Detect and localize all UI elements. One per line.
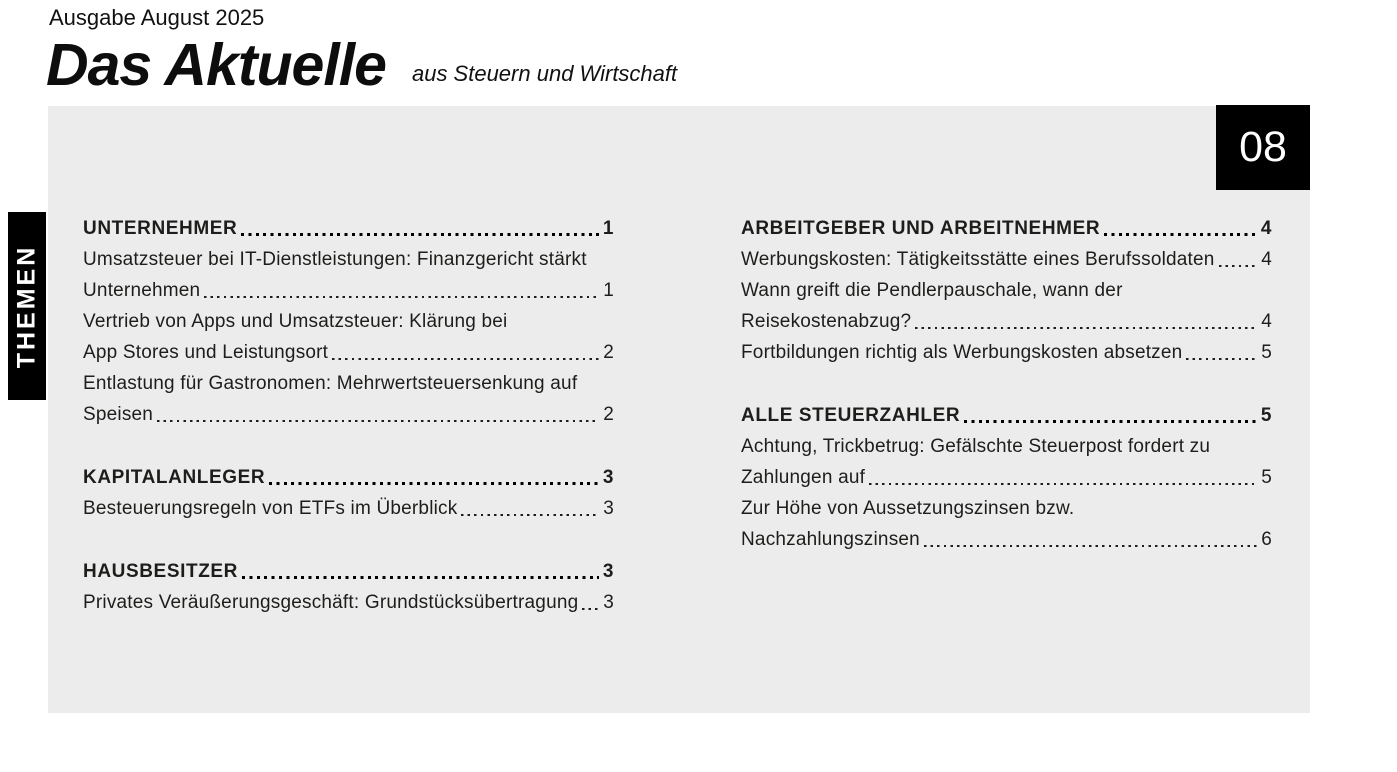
toc-page-number: 5 [1261,342,1272,363]
toc-text: HAUSBESITZER [83,561,238,582]
dot-leader [238,556,603,587]
toc-text: Zahlungen auf [741,467,866,488]
toc-section [741,213,1272,368]
toc-entry-last-line [83,587,614,618]
toc-entry-last-line [741,462,1272,493]
dot-leader [1100,213,1261,244]
toc-section-heading [83,213,614,244]
themen-tab [8,212,46,400]
toc-page-number: 6 [1261,529,1272,550]
toc-entry-line: Vertrieb von Apps und Umsatzsteuer: Klärung bei [83,311,508,332]
toc-text: KAPITALANLEGER [83,467,266,488]
dot-leader [237,213,602,244]
toc-text: ARBEITGEBER UND ARBEITNEHMER [741,218,1101,239]
dot-leader [920,524,1261,555]
toc-page-number: 1 [602,218,614,239]
toc-entry-line: Zur Höhe von Aussetzungszinsen bzw. [741,498,1075,519]
toc-section [83,556,614,618]
toc-entry-line: Achtung, Trickbetrug: Gefälschte Steuerpost fordert zu [741,436,1211,457]
toc-text: Besteuerungsregeln von ETFs im Überblick [83,498,458,519]
toc-entry [741,337,1272,368]
toc-entry-last-line [741,337,1272,368]
toc-entry [741,244,1272,275]
newsletter-title: Das Aktuelle [46,32,386,98]
toc-text: ALLE STEUERZAHLER [741,405,961,426]
toc-section-heading [83,462,614,493]
toc-entry-last-line [741,244,1272,275]
issue-date-line: Ausgabe August 2025 [49,5,265,30]
dot-leader [578,587,603,618]
dot-leader [153,399,603,430]
toc-page-number: 3 [603,592,614,613]
toc-panel [48,106,1310,713]
toc-section-heading [741,400,1272,431]
toc-entry [741,493,1272,555]
toc-text: Fortbildungen richtig als Werbungskosten absetzen [741,342,1183,363]
themen-tab-label: THEMEN [12,244,41,368]
toc-page-number: 5 [1261,467,1272,488]
toc-page-number: 3 [603,498,614,519]
toc-section [741,400,1272,555]
dot-leader [960,400,1261,431]
toc-entry-last-line [741,524,1272,555]
toc-section-heading [83,556,614,587]
toc-entry [83,306,614,368]
toc-column-1 [83,213,614,618]
toc-entry-last-line [741,306,1272,337]
toc-text: Speisen [83,404,154,425]
dot-leader [328,337,603,368]
toc-entry [741,275,1272,337]
toc-page-number: 2 [603,342,614,363]
toc-page-number: 3 [602,561,614,582]
newsletter-subtitle: aus Steuern und Wirtschaft [411,61,678,86]
toc-text: Unternehmen [83,280,201,301]
toc-text: App Stores und Leistungsort [83,342,329,363]
toc-entry-last-line [83,399,614,430]
toc-text: Reisekostenabzug? [741,311,912,332]
toc-entry-line: Umsatzsteuer bei IT-Dienstleistungen: Finanzgericht stärkt [83,249,587,270]
toc-entry-line: Entlastung für Gastronomen: Mehrwertsteuersenkung auf [83,373,578,394]
toc-columns [83,213,1272,618]
toc-page-number: 3 [602,467,614,488]
toc-text: Nachzahlungszinsen [741,529,920,550]
toc-page-number: 2 [603,404,614,425]
dot-leader [1182,337,1261,368]
toc-column-2 [741,213,1272,618]
toc-page-number: 4 [1261,249,1272,270]
toc-entry-last-line [83,275,614,306]
dot-leader [1215,244,1262,275]
toc-text: UNTERNEHMER [83,218,238,239]
toc-page-number: 4 [1260,218,1272,239]
issue-number-badge: 08 [1216,105,1310,190]
dot-leader [200,275,603,306]
toc-entry [83,493,614,524]
toc-page-number: 5 [1260,405,1272,426]
toc-entry [83,368,614,430]
toc-text: Werbungskosten: Tätigkeitsstätte eines Berufssoldaten [741,249,1215,270]
toc-entry-last-line [83,337,614,368]
toc-entry [741,431,1272,493]
toc-entry [83,244,614,306]
masthead [46,33,677,97]
dot-leader [911,306,1261,337]
toc-entry [83,587,614,618]
toc-text: Privates Veräußerungsgeschäft: Grundstücksübertragung [83,592,579,613]
toc-page-number: 1 [603,280,614,301]
dot-leader [457,493,603,524]
toc-page-number: 4 [1261,311,1272,332]
dot-leader [865,462,1261,493]
toc-section [83,213,614,430]
toc-entry-line: Wann greift die Pendlerpauschale, wann der [741,280,1123,301]
toc-section [83,462,614,524]
dot-leader [265,462,603,493]
toc-entry-last-line [83,493,614,524]
toc-section-heading [741,213,1272,244]
